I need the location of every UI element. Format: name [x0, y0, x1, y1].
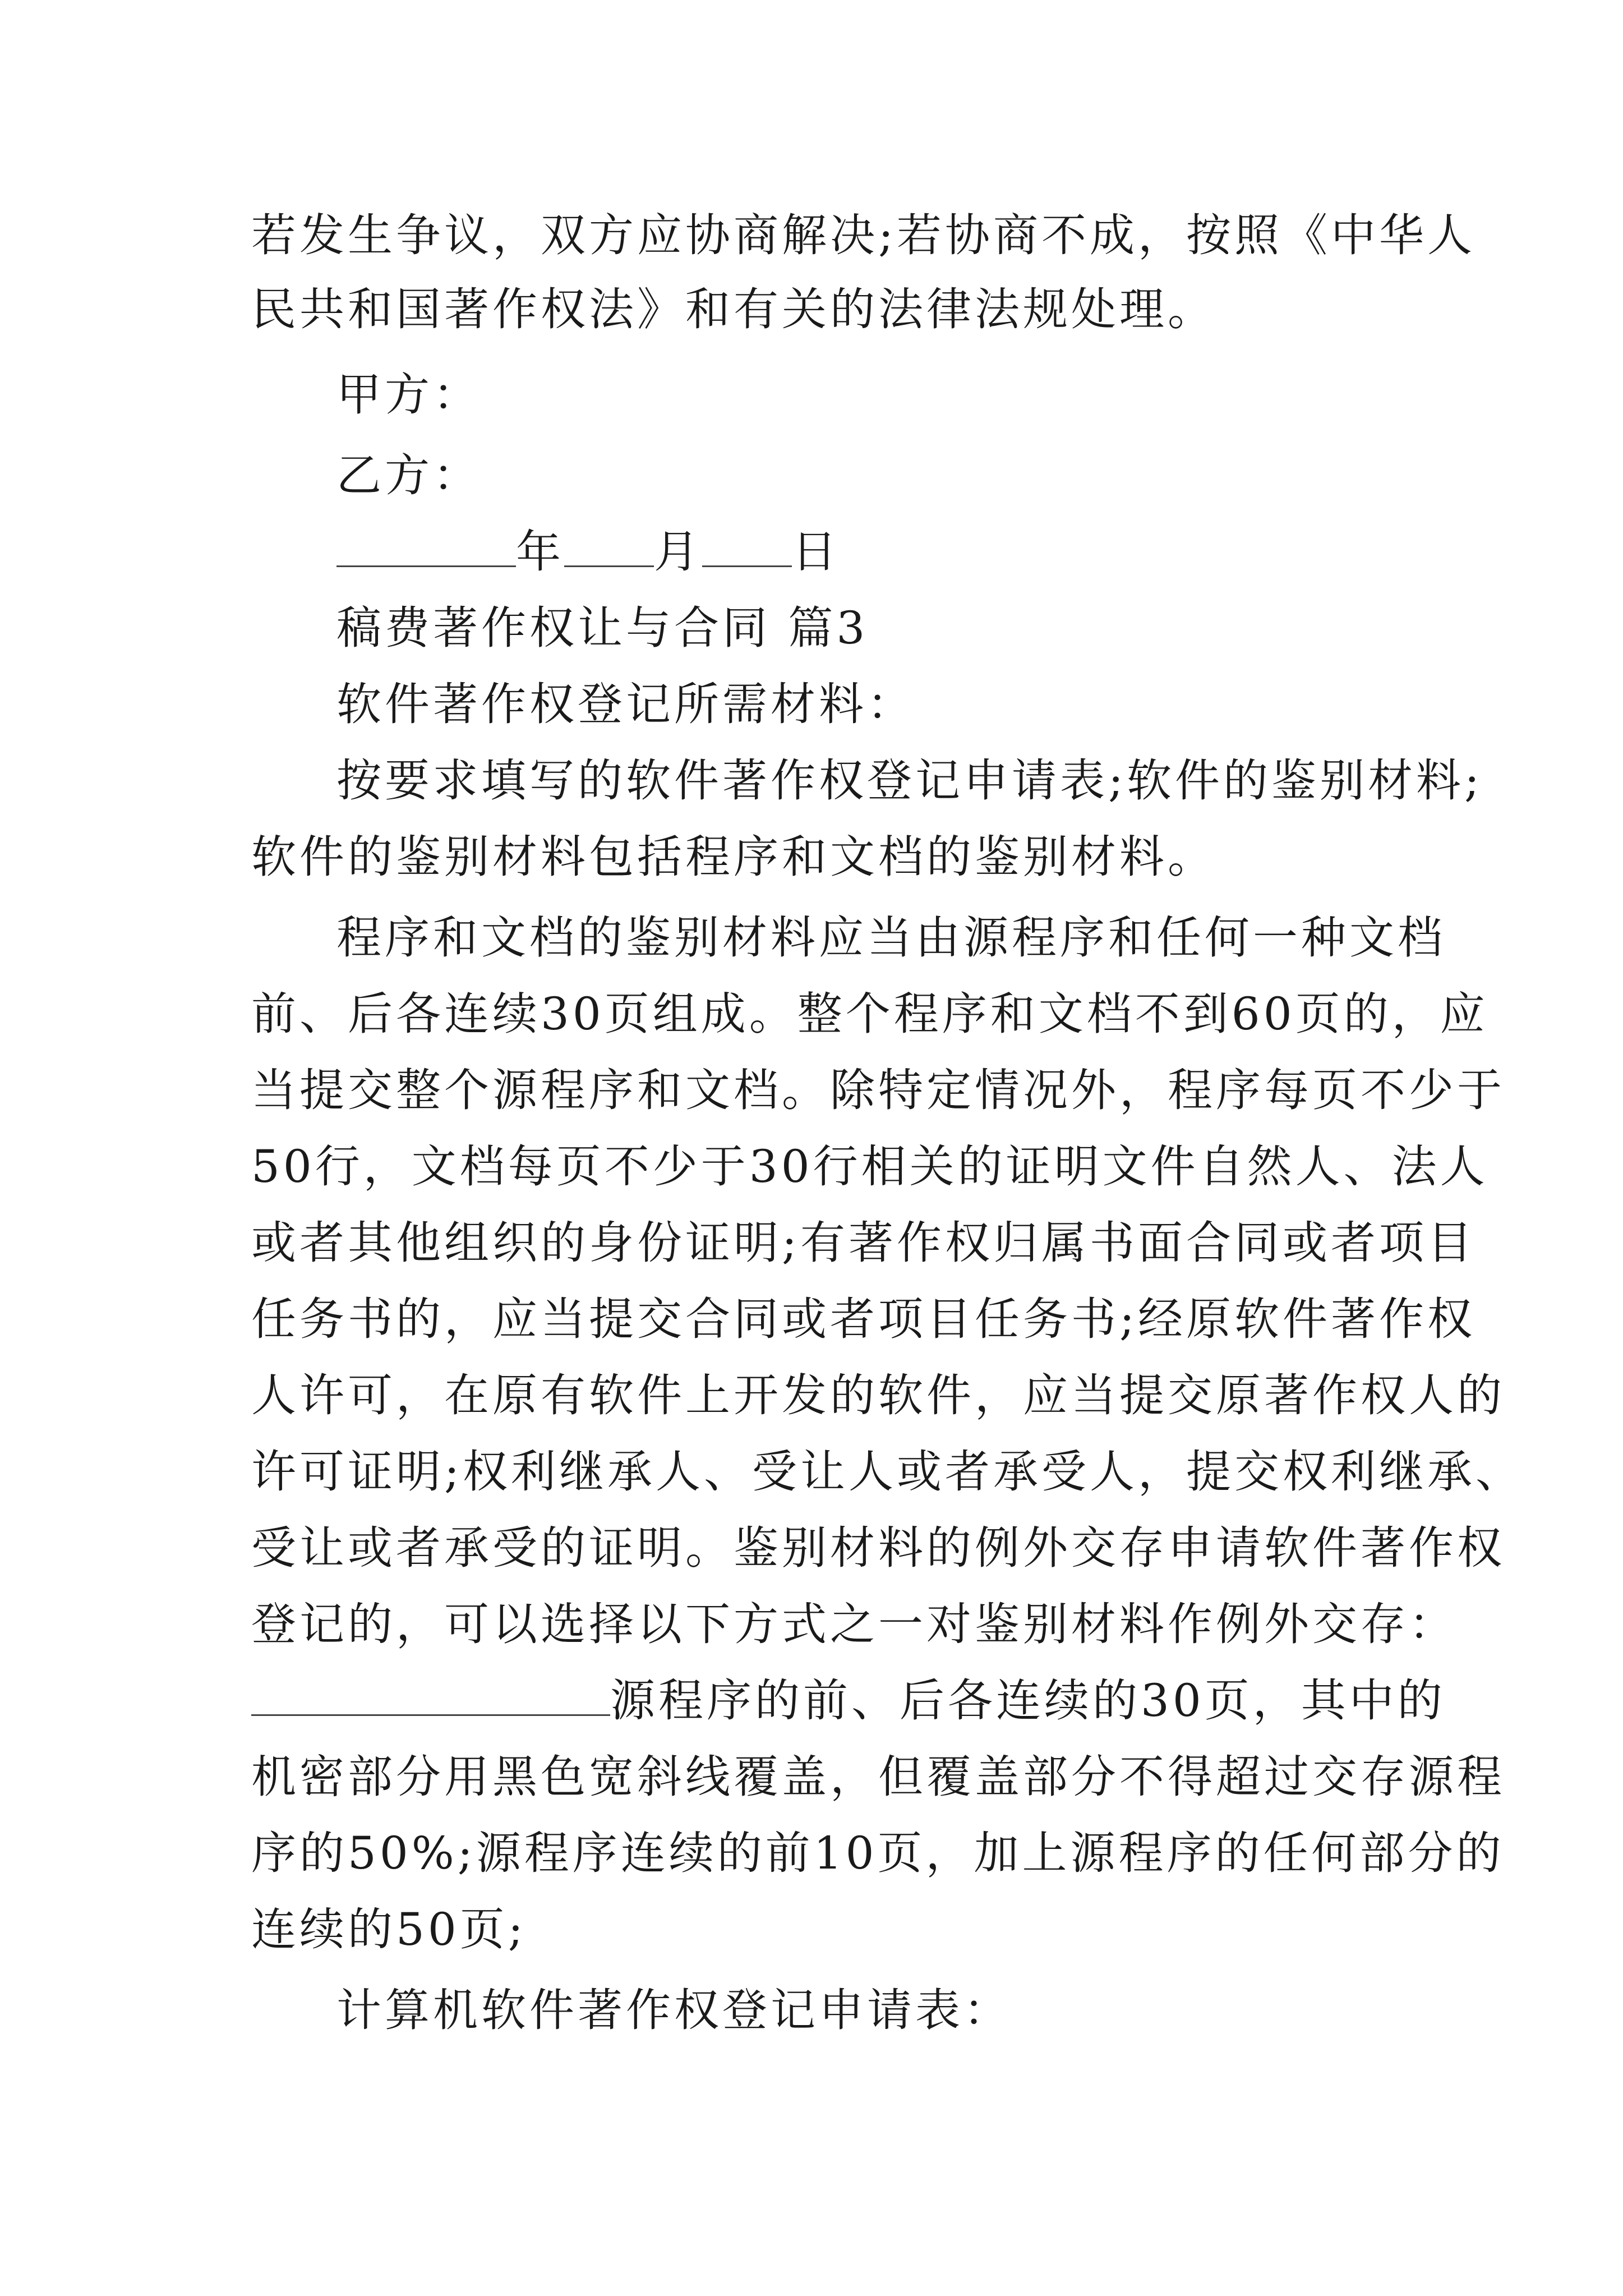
form-title: 计算机软件著作权登记申请表：	[336, 1984, 1012, 2036]
paragraph-line: 当提交整个源程序和文档。除特定情况外，程序每页不少于	[251, 1064, 1505, 1116]
paragraph-line: 若发生争议，双方应协商解决;若协商不成，按照《中华人	[251, 209, 1476, 261]
paragraph-line: 程序和文档的鉴别材料应当由源程序和任何一种文档	[336, 912, 1446, 964]
party-b-label: 乙方：	[336, 449, 481, 501]
paragraph-line: 受让或者承受的证明。鉴别材料的例外交存申请软件著作权	[251, 1522, 1505, 1574]
paragraph-line: 序的50%;源程序连续的前10页，加上源程序的任何部分的	[251, 1827, 1505, 1879]
section-title: 稿费著作权让与合同 篇3	[336, 602, 869, 654]
paragraph-line: 登记的，可以选择以下方式之一对鉴别材料作例外交存：	[251, 1598, 1457, 1650]
paragraph-line: 许可证明;权利继承人、受让人或者承受人，提交权利继承、	[251, 1446, 1524, 1498]
year-blank	[336, 525, 516, 567]
party-a-label: 甲方：	[336, 369, 481, 421]
date-line	[336, 525, 840, 579]
month-label: 月	[654, 526, 702, 578]
paragraph-line: 人许可，在原有软件上开发的软件，应当提交原著作权人的	[251, 1369, 1505, 1421]
section-subtitle: 软件著作权登记所需材料：	[336, 678, 915, 730]
paragraph-line	[251, 1674, 1446, 1728]
paragraph-line: 前、后各连续30页组成。整个程序和文档不到60页的，应	[251, 988, 1488, 1040]
paragraph-line: 或者其他组织的身份证明;有著作权归属书面合同或者项目	[251, 1217, 1476, 1269]
paragraph-line: 连续的50页;	[251, 1903, 527, 1955]
month-blank	[564, 525, 654, 567]
paragraph-line: 任务书的，应当提交合同或者项目任务书;经原软件著作权	[251, 1293, 1476, 1345]
paragraph-line-text: 源程序的前、后各连续的30页，其中的	[610, 1674, 1446, 1727]
paragraph-line: 50行，文档每页不少于30行相关的证明文件自然人、法人	[251, 1140, 1488, 1193]
year-label: 年	[516, 526, 564, 578]
day-blank	[702, 525, 792, 567]
paragraph-line: 机密部分用黑色宽斜线覆盖，但覆盖部分不得超过交存源程	[251, 1751, 1505, 1803]
paragraph-line: 民共和国著作权法》和有关的法律法规处理。	[251, 283, 1216, 335]
day-label: 日	[792, 526, 840, 578]
paragraph-line: 软件的鉴别材料包括程序和文档的鉴别材料。	[251, 831, 1216, 883]
fill-in-blank	[251, 1674, 610, 1716]
paragraph-line: 按要求填写的软件著作权登记申请表;软件的鉴别材料;	[336, 754, 1483, 807]
